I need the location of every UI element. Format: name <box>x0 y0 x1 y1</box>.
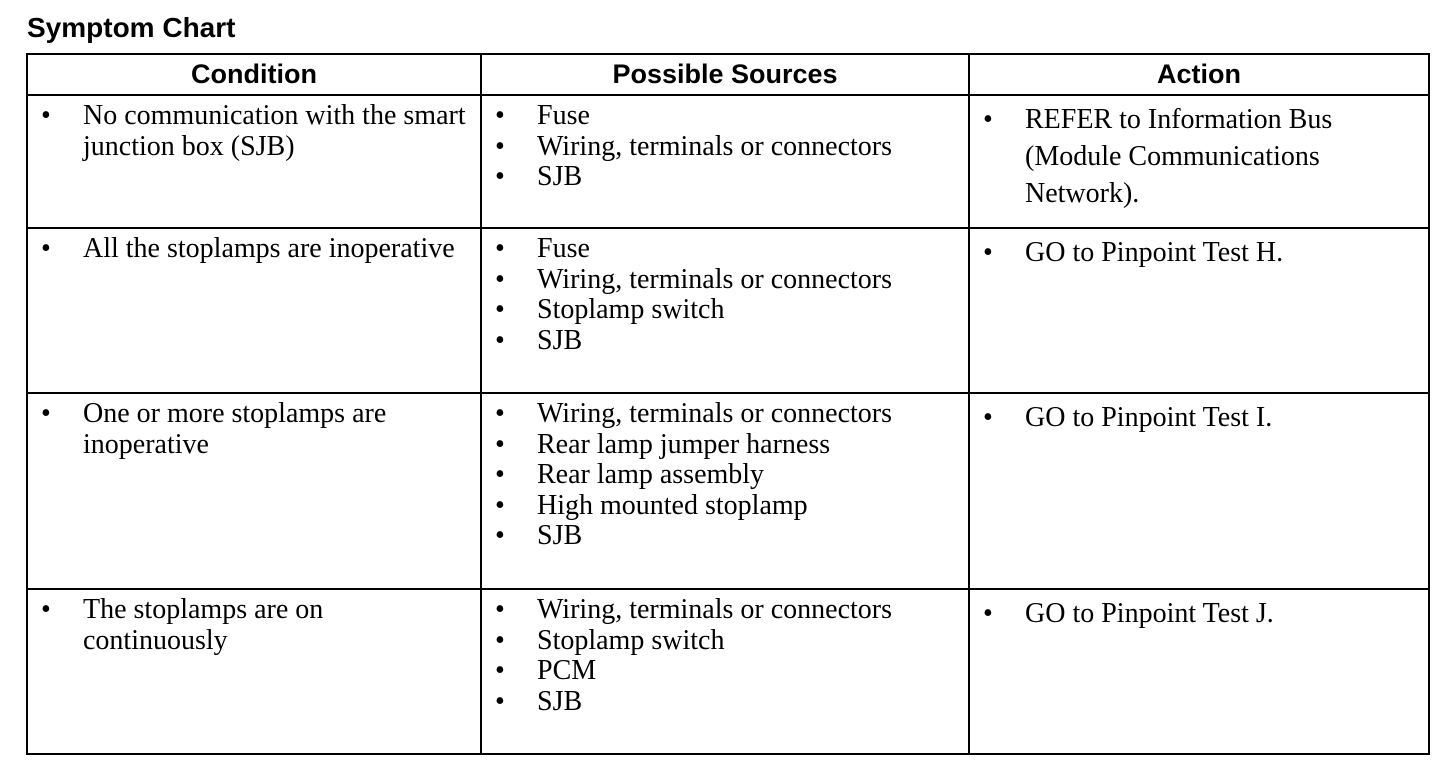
action-item: • GO to Pinpoint Test J. <box>970 595 1422 632</box>
table-row <box>27 95 1429 228</box>
header-row <box>27 54 1429 95</box>
sources-cell <box>481 95 969 228</box>
source-item: • SJB <box>482 326 962 357</box>
source-item: • Fuse <box>482 234 962 265</box>
condition-item: • The stoplamps are on continuously <box>28 595 474 656</box>
source-item: • Stoplamp switch <box>482 626 962 657</box>
source-item: • SJB <box>482 521 962 552</box>
condition-cell <box>27 393 481 589</box>
source-item: • High mounted stoplamp <box>482 491 962 522</box>
page-title: Symptom Chart <box>27 12 236 43</box>
action-cell <box>969 393 1429 589</box>
action-cell <box>969 589 1429 754</box>
condition-cell <box>27 95 481 228</box>
sources-cell <box>481 589 969 754</box>
symptom-chart-table <box>26 53 1430 755</box>
condition-item: • One or more stoplamps are inoperative <box>28 399 474 460</box>
source-item: • SJB <box>482 687 962 718</box>
source-item: • Wiring, terminals or connectors <box>482 265 962 296</box>
header-action: Action <box>969 54 1429 95</box>
source-item: • Fuse <box>482 101 962 132</box>
condition-item: • No communication with the smart junction box (SJB) <box>28 101 474 162</box>
source-item: • SJB <box>482 162 962 193</box>
source-item: • Wiring, terminals or connectors <box>482 132 962 163</box>
condition-item: • All the stoplamps are inoperative <box>28 234 474 265</box>
action-item: • GO to Pinpoint Test H. <box>970 234 1422 271</box>
sources-cell <box>481 393 969 589</box>
sources-cell <box>481 228 969 393</box>
action-item: • REFER to Information Bus (Module Communications Network). <box>970 101 1422 212</box>
header-possible-sources: Possible Sources <box>481 54 969 95</box>
source-item: • Wiring, terminals or connectors <box>482 595 962 626</box>
source-item: • Rear lamp assembly <box>482 460 962 491</box>
table-row <box>27 228 1429 393</box>
action-item: • GO to Pinpoint Test I. <box>970 399 1422 436</box>
header-condition: Condition <box>27 54 481 95</box>
table-row <box>27 589 1429 754</box>
table-row <box>27 393 1429 589</box>
source-item: • PCM <box>482 656 962 687</box>
condition-cell <box>27 228 481 393</box>
source-item: • Stoplamp switch <box>482 295 962 326</box>
action-cell <box>969 95 1429 228</box>
source-item: • Rear lamp jumper harness <box>482 430 962 461</box>
source-item: • Wiring, terminals or connectors <box>482 399 962 430</box>
action-cell <box>969 228 1429 393</box>
condition-cell <box>27 589 481 754</box>
